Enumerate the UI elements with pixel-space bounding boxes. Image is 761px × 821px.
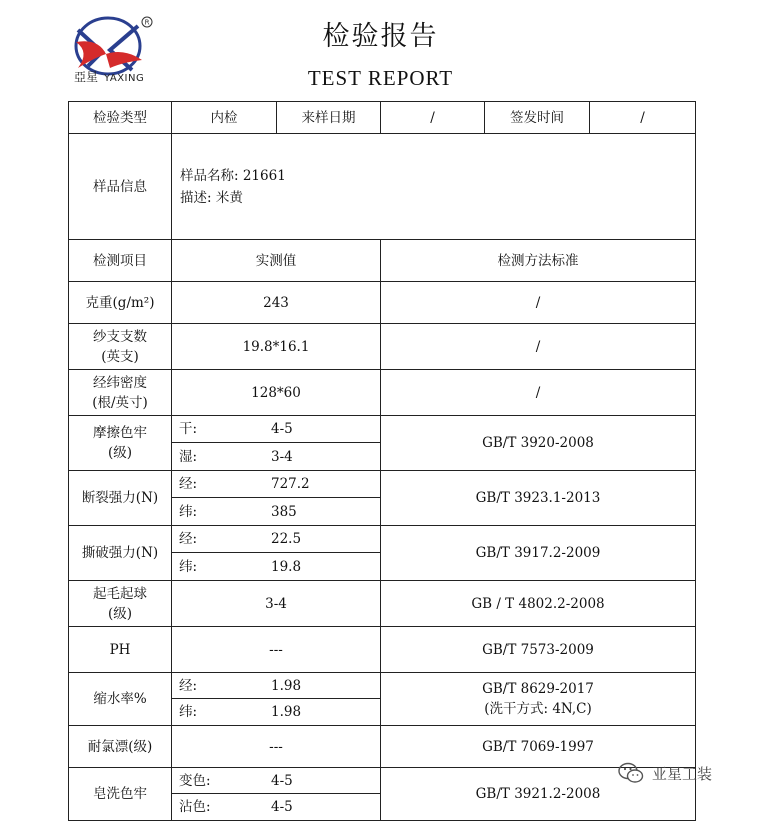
sub-key: 纬:	[179, 704, 198, 720]
value-density: 128*60	[172, 370, 381, 416]
table-row	[69, 282, 696, 324]
sub-key: 纬:	[179, 558, 198, 575]
item-pilling-l1: 起毛起球	[93, 585, 147, 602]
report-title-cn: 检验报告	[322, 21, 439, 52]
test-report-table	[68, 101, 696, 821]
table-row	[69, 324, 696, 370]
table-row	[69, 526, 696, 581]
sub-row	[172, 416, 380, 442]
sub-key: 变色:	[179, 772, 211, 789]
item-yarn-l1: 纱支支数	[93, 328, 147, 345]
sub-row	[172, 497, 380, 525]
item-soap: 皂洗色牢	[69, 768, 172, 821]
table-row	[69, 768, 696, 821]
sub-value: 4-5	[271, 772, 293, 789]
item-chlorine: 耐氯漂(级)	[69, 726, 172, 768]
value-pilling: 3-4	[172, 581, 381, 627]
item-density	[69, 370, 172, 416]
sub-row	[172, 442, 380, 470]
watermark-text: 亚星工装	[652, 764, 713, 783]
item-density-l2: (根/英寸)	[92, 394, 148, 411]
method-yarn: /	[381, 324, 696, 370]
value-chlorine: ---	[172, 726, 381, 768]
sub-value: 727.2	[271, 476, 310, 492]
value-tearing	[172, 526, 381, 581]
sample-desc: 描述: 米黄	[180, 189, 243, 206]
sub-key: 经:	[179, 476, 198, 492]
logo-text-en: YAXING	[104, 73, 145, 84]
sub-key: 干:	[179, 421, 198, 437]
sample-name: 样品名称: 21661	[180, 167, 286, 184]
table-row	[69, 726, 696, 768]
method-shrinkage-l2: (洗干方式: 4N,C)	[484, 701, 592, 717]
sample-info-label: 样品信息	[69, 134, 172, 240]
method-shrinkage	[381, 673, 696, 726]
table-row	[69, 370, 696, 416]
method-density: /	[381, 370, 696, 416]
item-tearing: 撕破强力(N)	[69, 526, 172, 581]
item-breaking: 断裂强力(N)	[69, 471, 172, 526]
sub-row	[172, 552, 380, 580]
item-rubbing-l2: (级)	[107, 445, 133, 461]
item-pilling-l2: (级)	[107, 605, 133, 622]
sample-date-label: 来样日期	[277, 102, 381, 134]
table-row	[69, 416, 696, 471]
sample-info-cell	[172, 134, 696, 240]
report-title-en: TEST REPORT	[307, 66, 454, 90]
sub-value: 1.98	[271, 704, 302, 720]
table-row	[69, 581, 696, 627]
col-item: 检测项目	[69, 240, 172, 282]
col-measured: 实测值	[172, 240, 381, 282]
sub-key: 纬:	[179, 503, 198, 520]
method-weight: /	[381, 282, 696, 324]
table-row	[69, 673, 696, 726]
value-ph: ---	[172, 627, 381, 673]
item-ph: PH	[69, 627, 172, 673]
value-rubbing	[172, 416, 381, 471]
col-method: 检测方法标准	[381, 240, 696, 282]
item-shrinkage: 缩水率%	[69, 673, 172, 726]
table-row	[69, 471, 696, 526]
wechat-watermark	[618, 762, 712, 784]
type-label: 检验类型	[69, 102, 172, 134]
sample-info-row	[69, 134, 696, 240]
sub-key: 经:	[179, 677, 198, 694]
wechat-icon	[618, 762, 644, 784]
value-shrinkage	[172, 673, 381, 726]
method-soap: GB/T 3921.2-2008	[381, 768, 696, 821]
sub-row	[172, 768, 380, 793]
sub-value: 22.5	[271, 531, 302, 547]
item-pilling	[69, 581, 172, 627]
method-tearing: GB/T 3917.2-2009	[381, 526, 696, 581]
sub-value: 4-5	[271, 421, 293, 437]
value-yarn: 19.8*16.1	[172, 324, 381, 370]
sub-row	[172, 526, 380, 552]
value-soap	[172, 768, 381, 821]
method-breaking: GB/T 3923.1-2013	[381, 471, 696, 526]
sub-row	[172, 471, 380, 497]
sub-key: 沾色:	[179, 799, 211, 815]
sub-key: 湿:	[179, 448, 198, 465]
issue-time-value: /	[590, 102, 696, 134]
item-rubbing-l1: 摩擦色牢	[93, 425, 147, 441]
item-rubbing	[69, 416, 172, 471]
method-shrinkage-l1: GB/T 8629-2017	[482, 681, 594, 697]
sub-row	[172, 673, 380, 698]
value-breaking	[172, 471, 381, 526]
item-weight: 克重(g/m²)	[69, 282, 172, 324]
item-yarn-l2: (英支)	[101, 348, 139, 365]
svg-text:R: R	[144, 18, 150, 27]
sub-value: 4-5	[271, 799, 293, 815]
method-chlorine: GB/T 7069-1997	[381, 726, 696, 768]
logo-text-cn: 亞星	[74, 70, 99, 84]
type-value: 内检	[172, 102, 277, 134]
sub-value: 3-4	[271, 448, 293, 465]
sub-value: 19.8	[271, 558, 302, 575]
item-density-l1: 经纬密度	[93, 374, 147, 391]
column-header-row	[69, 240, 696, 282]
method-ph: GB/T 7573-2009	[381, 627, 696, 673]
table-row	[69, 627, 696, 673]
method-pilling: GB / T 4802.2-2008	[381, 581, 696, 627]
item-yarn	[69, 324, 172, 370]
sub-row	[172, 698, 380, 725]
method-rubbing: GB/T 3920-2008	[381, 416, 696, 471]
sub-value: 1.98	[271, 677, 302, 694]
sample-date-value: /	[381, 102, 485, 134]
issue-time-label: 签发时间	[485, 102, 590, 134]
sub-key: 经:	[179, 531, 198, 547]
sub-value: 385	[271, 503, 297, 520]
value-weight: 243	[172, 282, 381, 324]
meta-row	[69, 102, 696, 134]
